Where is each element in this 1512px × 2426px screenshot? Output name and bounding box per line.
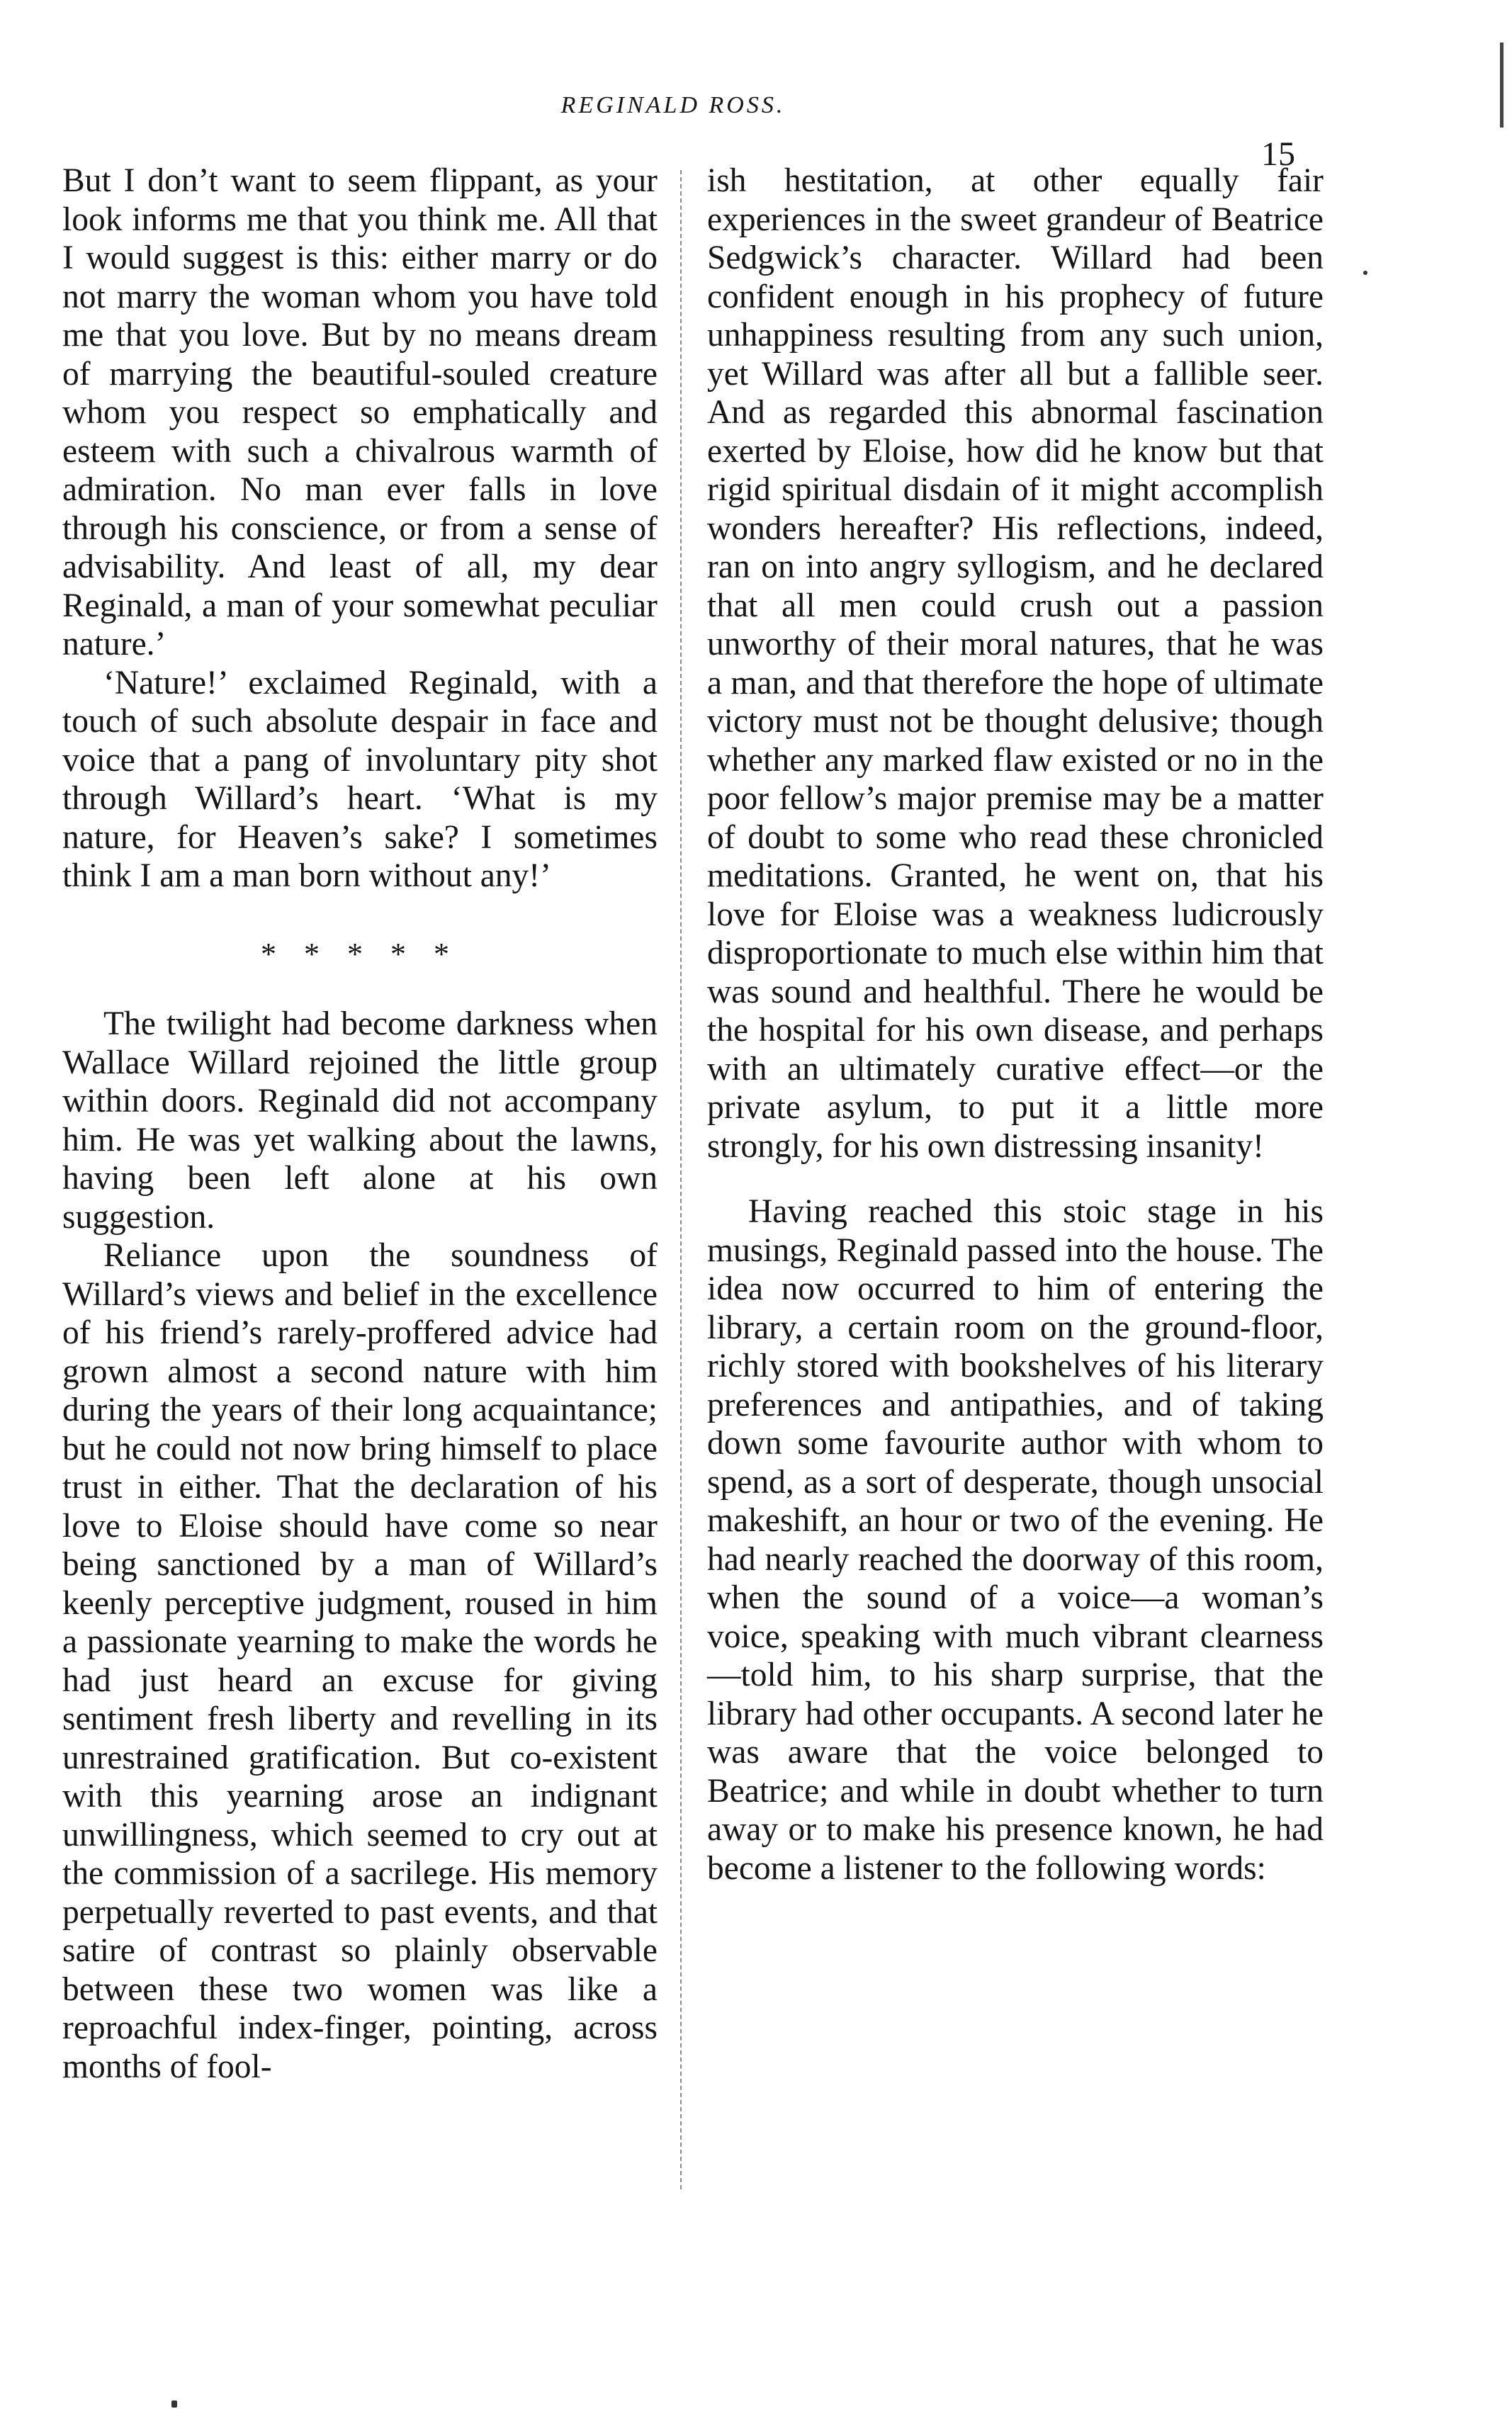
paragraph: Having reached this stoic stage in his musings, Reginald passed into the house. The idea now occurred to him of entering the library, a certain room on the ground-floor, richly stored with bookshelves of his literary preferences and antipathies, and of taking down some favourite author with whom to spend, as a sort of desperate, though unsocial makeshift, an hour or two of the evening. He had nearly reached the doorway of this room, when the sound of a voice—a woman’s voice, speaking with much vibrant clearness—told him, to his sharp surprise, that the library had other occupants. A second later he was aware that the voice belonged to Beatrice; and while in doubt whether to turn away or to make his presence known, he had become a listener to the following words:	[707, 1193, 1324, 1887]
paragraph: Reliance upon the soundness of Willard’s views and belief in the excellence of his friend’s rarely-proffered advice had grown almost a second nature with him during the years of their long acquaintance; but he could not now bring himself to place trust in either. That the declaration of his love to Eloise should have come so near being sanctioned by a man of Willard’s keenly perceptive judgment, roused in him a passionate yearning to make the words he had just heard an excuse for giving sentiment fresh liberty and revelling in its unrestrained gratification. But co-existent with this yearning arose an indignant unwillingness, which seemed to cry out at the commission of a sacrilege. His memory perpetually reverted to past events, and that satire of contrast so plainly observable between these two women was like a reproachful index-finger, pointing, across months of fool-	[62, 1237, 658, 2085]
column-divider	[680, 170, 682, 2189]
print-speck	[171, 2400, 177, 2408]
paragraph: ‘Nature!’ exclaimed Reginald, with a touch of such absolute despair in face and voice that a pang of involuntary pity shot through Willard’s heart. ‘What is my nature, for Heaven’s sake? I sometimes think I am a man born without any!’	[62, 664, 658, 894]
print-speck	[1363, 271, 1367, 275]
paragraph: The twilight had become darkness when Wallace Willard rejoined the little group within doors. Reginald did not accompany him. He was yet walking about the lawns, having been left alone at his own suggestion.	[62, 1005, 658, 1236]
section-break: * * * * *	[261, 936, 459, 971]
running-head: REGINALD ROSS.	[560, 92, 786, 118]
right-column	[707, 162, 1324, 1888]
paragraph: ish hestitation, at other equally fair experiences in the sweet grandeur of Beatrice Sedgwick’s character. Willard had been confident enough in his prophecy of future unhappiness resulting from any such union, yet Willard was after all but a fallible seer. And as regarded this abnormal fascination exerted by Eloise, how did he know but that rigid spiritual disdain of it might accomplish wonders hereafter? His reflections, indeed, ran on into angry syllogism, and he declared that all men could crush out a passion unworthy of their moral natures, that he was a man, and that therefore the hope of ultimate victory must not be thought delusive; though whether any marked flaw existed or no in the poor fellow’s major premise may be a matter of doubt to some who read these chronicled meditations. Granted, he went on, that his love for Eloise was a weakness ludicrously disproportionate to much else within him that was sound and healthful. There he would be the hospital for his own disease, and perhaps with an ultimately curative effect—or the private asylum, to put it a little more strongly, for his own distressing insanity!	[707, 162, 1324, 1165]
page-number: 15	[1261, 135, 1295, 173]
page-edge-mark	[1500, 43, 1503, 128]
left-column	[62, 162, 658, 2086]
paragraph: But I don’t want to seem flippant, as your look informs me that you think me. All that I would suggest is this: either marry or do not marry the woman whom you have told me that you love. But by no means dream of marrying the beautiful-souled creature whom you respect so emphatically and esteem with such a chivalrous warmth of admiration. No man ever falls in love through his conscience, or from a sense of advisability. And least of all, my dear Reginald, a man of your somewhat peculiar nature.’	[62, 162, 658, 662]
